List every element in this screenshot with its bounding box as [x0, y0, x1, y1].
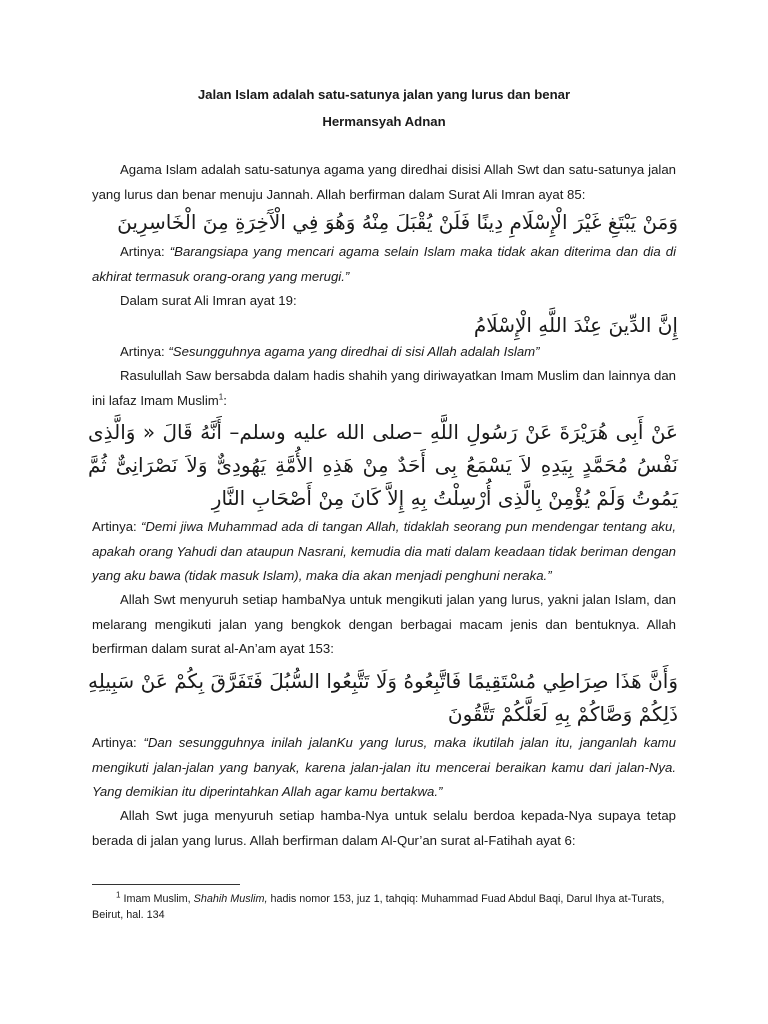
- footnote-reference[interactable]: 1: [218, 392, 224, 402]
- paragraph-straight-path: Allah Swt menyuruh setiap hambaNya untuk mengikuti jalan yang lurus, yakni jalan Islam, dan melarang mengikuti jalan yang bengkok dengan berbagai macam jenis dan bentuknya. Allah berfirman dalam surat al-An’am ayat 153:: [92, 592, 676, 656]
- paragraph-hadith-intro: [92, 364, 676, 413]
- arabic-verse-ali-imran-85: وَمَنْ يَبْتَغِ غَيْرَ الْإِسْلَامِ دِينًا فَلَنْ يُقْبَلَ مِنْهُ وَهُوَ فِي الْآَخِرَةِ مِنَ الْخَاسِرِينَ: [117, 210, 678, 234]
- translation-text: “Dan sesungguhnya inilah jalanKu yang lurus, maka ikutilah jalan itu, janganlah kamu mengikuti jalan-jalan yang banyak, karena jalan-jalan itu mencerai beraikan kamu dari jalan-Nya. Yang demikian itu diperintahkan Allah agar kamu bertakwa.”: [92, 735, 676, 799]
- footnote-number: 1: [116, 890, 121, 900]
- footnote-text-before: Imam Muslim,: [120, 893, 194, 905]
- footnote: [92, 891, 672, 923]
- paragraph-intro: Agama Islam adalah satu-satunya agama yang diredhai disisi Allah Swt dan satu-satunya jalan yang lurus dan benar menuju Jannah. Allah berfirman dalam Surat Ali Imran ayat 85:: [92, 162, 676, 202]
- translation-text: “Sesungguhnya agama yang diredhai di sisi Allah adalah Islam”: [168, 344, 540, 359]
- arabic-verse-al-anam-153: وَأَنَّ هَذَا صِرَاطِي مُسْتَقِيمًا فَاتَّبِعُوهُ وَلَا تَتَّبِعُوا السُّبُلَ فَتَفَرَّقَ بِكُمْ عَنْ سَبِيلِهِ ذَلِكُمْ وَصَّاكُمْ بِهِ لَعَلَّكُمْ تَتَّقُونَ: [88, 669, 678, 726]
- translation-label: Artinya:: [92, 519, 142, 534]
- arabic-hadith-text: عَنْ أَبِى هُرَيْرَةَ عَنْ رَسُولِ اللَّهِ –صلى الله عليه وسلم– أَنَّهُ قَالَ « وَالَّذِى نَفْسُ مُحَمَّدٍ بِيَدِهِ لاَ يَسْمَعُ بِى أَحَدٌ مِنْ هَذِهِ الأُمَّةِ يَهُودِىٌّ وَلاَ نَصْرَانِىٌّ ثُمَّ يَمُوتُ وَلَمْ يُؤْمِنْ بِالَّذِى أُرْسِلْتُ بِهِ إِلاَّ كَانَ مِنْ أَصْحَابِ النَّارِ: [88, 420, 678, 510]
- translation-label: Artinya:: [92, 735, 144, 750]
- paragraph-colon: :: [223, 392, 227, 408]
- translation-hadith: [92, 515, 676, 589]
- translation-text: “Demi jiwa Muhammad ada di tangan Allah, tidaklah seorang pun mendengar tentang aku, apakah orang Yahudi dan ataupun Nasrani, kemudia dia mati dalam keadaan tidak beriman dengan yang aku bawa (tidak masuk Islam), maka dia akan menjadi penghuni neraka.”: [92, 519, 676, 583]
- footnote-separator: [92, 884, 240, 885]
- author-name: Hermansyah Adnan: [322, 114, 446, 129]
- translation-al-anam-153: [92, 731, 676, 805]
- paragraph-al-fatihah: Allah Swt juga menyuruh setiap hamba-Nya untuk selalu berdoa kepada-Nya supaya tetap berada di jalan yang lurus. Allah berfirman dalam Al-Qur’an surat al-Fatihah ayat 6:: [92, 808, 676, 848]
- paragraph-text: Rasulullah Saw bersabda dalam hadis shahih yang diriwayatkan Imam Muslim dan lainnya dan ini lafaz Imam Muslim: [92, 368, 676, 408]
- translation-ali-imran-85: [92, 240, 676, 289]
- document-title: Jalan Islam adalah satu-satunya jalan yang lurus dan benar: [197, 87, 571, 102]
- translation-text: “Barangsiapa yang mencari agama selain Islam maka tidak akan diterima dan dia di akhirat termasuk orang-orang yang merugi.”: [92, 244, 677, 284]
- translation-ali-imran-19: [92, 340, 676, 365]
- translation-label: Artinya:: [120, 244, 170, 259]
- footnote-text-after: hadis nomor 153, juz 1, tahqiq: Muhammad Fuad Abdul Baqi, Darul Ihya at-Turats, Beirut, hal. 134: [92, 893, 665, 921]
- footnote-book-title: Shahih Muslim,: [193, 893, 268, 905]
- paragraph-ali-imran-19: Dalam surat Ali Imran ayat 19:: [120, 293, 297, 308]
- translation-label: Artinya:: [120, 344, 169, 359]
- arabic-verse-ali-imran-19: إِنَّ الدِّينَ عِنْدَ اللَّهِ الْإِسْلَامُ: [473, 313, 678, 337]
